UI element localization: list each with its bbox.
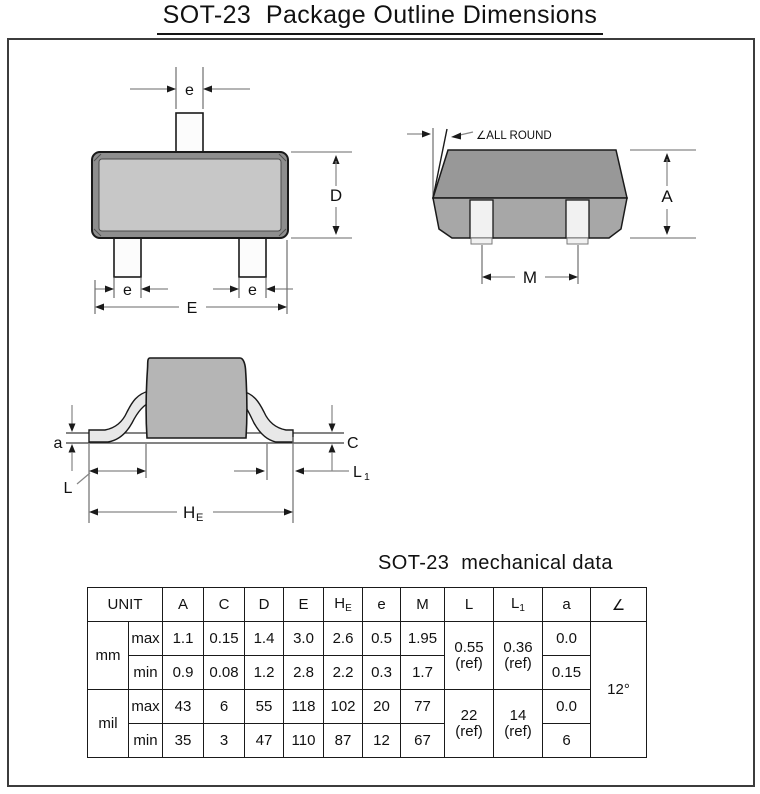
dim-label-A: A	[661, 187, 673, 206]
cell-mm-min-e: 0.3	[363, 656, 401, 690]
cell-mil-min-label: min	[129, 724, 163, 758]
cell-mil-max-e: 20	[363, 690, 401, 724]
cell-mm-L1: 0.36 (ref)	[494, 622, 543, 690]
dim-label-L1-sub: 1	[364, 471, 370, 483]
drawing-frame	[7, 38, 755, 787]
col-header-a: a	[543, 588, 591, 622]
dim-label-e-right: e	[248, 282, 257, 299]
page-title	[0, 1, 760, 35]
front-pin-left	[470, 200, 493, 244]
cell-mil-max-HE: 102	[324, 690, 363, 724]
cell-mm-max-M: 1.95	[401, 622, 445, 656]
unit-label-mm: mm	[88, 622, 129, 690]
cell-mm-min-HE: 2.2	[324, 656, 363, 690]
col-header-L1: $L_1$	[494, 588, 543, 622]
row-mil-max	[88, 690, 647, 724]
cell-mm-max-A: 1.1	[163, 622, 204, 656]
dim-label-HE-base: H	[183, 503, 196, 522]
front-view-drawing	[395, 112, 715, 292]
dim-label-a: a	[53, 435, 63, 452]
col-header-A: A	[163, 588, 204, 622]
front-pin-right	[566, 200, 589, 244]
col-header-L: L	[445, 588, 494, 622]
package-body-top-view	[92, 152, 288, 238]
dimension-C	[329, 405, 359, 471]
cell-mm-min-label: min	[129, 656, 163, 690]
col-header-C: C	[204, 588, 245, 622]
dimension-e-left	[95, 278, 168, 299]
cell-mm-max-a: 0.0	[543, 622, 591, 656]
dim-label-L1-base: L	[353, 464, 362, 481]
row-mm-min	[88, 656, 647, 690]
cell-angle-value: 12°	[591, 622, 647, 758]
dim-label-M: M	[522, 268, 538, 287]
cell-mil-min-C: 3	[204, 724, 245, 758]
unit-label-mil: mil	[88, 690, 129, 758]
dimension-HE	[89, 503, 293, 524]
dimension-D	[291, 152, 352, 238]
dimension-M	[482, 245, 578, 287]
all-round-label: ∠ALL ROUND	[476, 130, 552, 142]
cell-mil-max-E: 118	[284, 690, 324, 724]
cell-mil-max-A: 43	[163, 690, 204, 724]
cell-mil-max-D: 55	[245, 690, 284, 724]
bottom-pin-right	[239, 234, 266, 277]
cell-mil-min-M: 67	[401, 724, 445, 758]
cell-mm-min-A: 0.9	[163, 656, 204, 690]
body-top-face	[433, 150, 627, 198]
dim-label-e-top: e	[185, 82, 194, 99]
cell-mil-min-E: 110	[284, 724, 324, 758]
cell-mm-max-C: 0.15	[204, 622, 245, 656]
mechanical-data-table	[87, 587, 647, 758]
page-title-text: SOT-23 Package Outline Dimensions	[157, 1, 604, 35]
cell-mil-max-label: max	[129, 690, 163, 724]
table-header-row	[88, 588, 647, 622]
col-header-M: M	[401, 588, 445, 622]
dimension-a	[54, 405, 76, 471]
dimension-e-right	[213, 278, 293, 299]
cell-mm-min-a: 0.15	[543, 656, 591, 690]
top-view-drawing	[55, 62, 365, 322]
dimension-e-top	[130, 67, 250, 109]
cell-mil-min-D: 47	[245, 724, 284, 758]
row-mil-min	[88, 724, 647, 758]
lead-right	[240, 391, 293, 442]
cell-mil-min-e: 12	[363, 724, 401, 758]
dimension-A	[630, 150, 696, 238]
cell-mm-max-E: 3.0	[284, 622, 324, 656]
bottom-pin-left	[114, 234, 141, 277]
row-mm-max	[88, 622, 647, 656]
cell-mm-min-C: 0.08	[204, 656, 245, 690]
lead-left	[89, 391, 151, 442]
cell-mil-max-C: 6	[204, 690, 245, 724]
dim-label-D: D	[329, 186, 343, 205]
col-header-D: D	[245, 588, 284, 622]
cell-mil-min-A: 35	[163, 724, 204, 758]
cell-mm-max-D: 1.4	[245, 622, 284, 656]
cell-mil-max-M: 77	[401, 690, 445, 724]
cell-mm-max-HE: 2.6	[324, 622, 363, 656]
dimension-L	[64, 444, 146, 523]
dim-label-C: C	[347, 435, 359, 452]
side-view-drawing	[50, 345, 380, 535]
cell-mil-min-HE: 87	[324, 724, 363, 758]
cell-mil-min-a: 6	[543, 724, 591, 758]
dim-label-HE-sub: E	[196, 512, 204, 524]
col-header-unit: UNIT	[88, 588, 163, 622]
dim-label-L: L	[63, 480, 73, 497]
col-header-e: e	[363, 588, 401, 622]
cell-mil-max-a: 0.0	[543, 690, 591, 724]
cell-mm-min-E: 2.8	[284, 656, 324, 690]
cell-mm-max-e: 0.5	[363, 622, 401, 656]
dim-label-E: E	[186, 300, 198, 317]
dim-label-e-left: e	[123, 282, 132, 299]
body-front-face	[433, 198, 627, 238]
package-body-side-view	[146, 358, 247, 438]
cell-mm-min-D: 1.2	[245, 656, 284, 690]
cell-mil-L1: 14 (ref)	[494, 690, 543, 758]
col-header-HE: $H_E$	[324, 588, 363, 622]
cell-mm-L: 0.55 (ref)	[445, 622, 494, 690]
cell-mm-min-M: 1.7	[401, 656, 445, 690]
cell-mm-max-label: max	[129, 622, 163, 656]
col-header-E: E	[284, 588, 324, 622]
col-header-angle: ∠	[591, 588, 647, 622]
package-body-front-view	[433, 150, 627, 238]
top-pin	[176, 113, 203, 154]
cell-mil-L: 22 (ref)	[445, 690, 494, 758]
table-title: SOT-23 mechanical data	[378, 552, 613, 574]
